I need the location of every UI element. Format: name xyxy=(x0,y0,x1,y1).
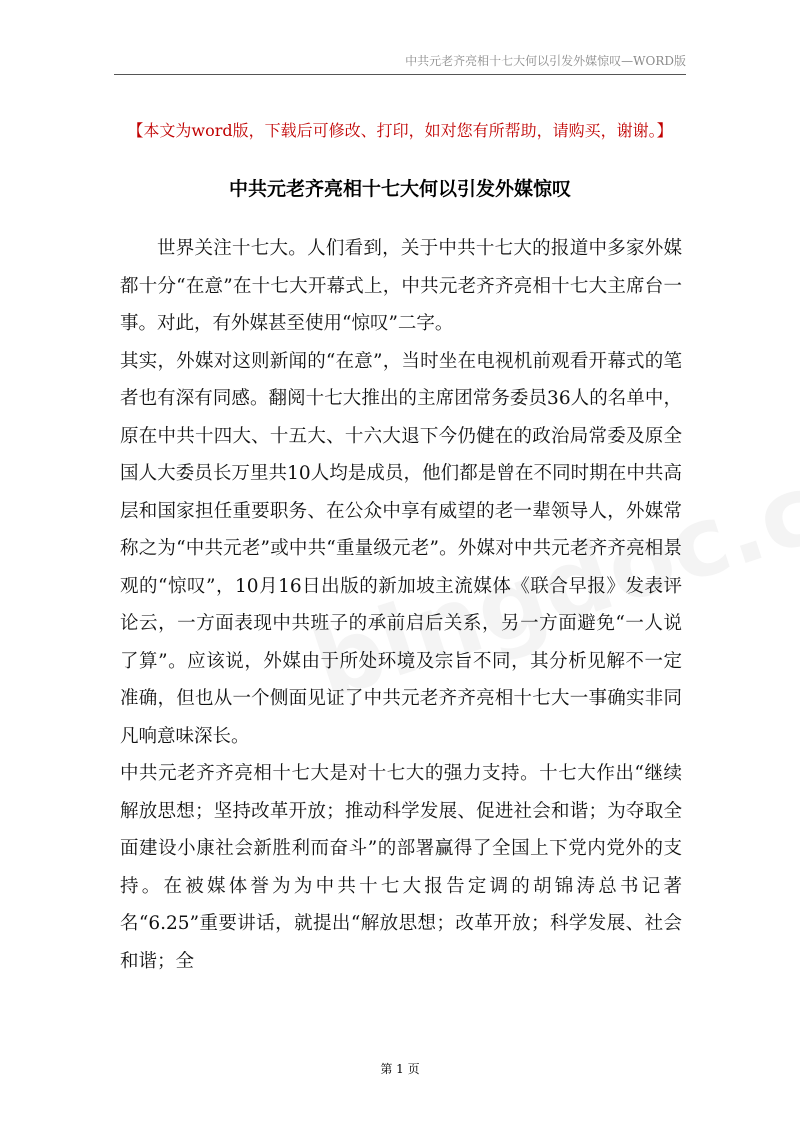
header-divider xyxy=(114,74,686,75)
running-header: 中共元老齐亮相十七大何以引发外媒惊叹—WORD版 xyxy=(405,54,686,68)
download-notice: 【本文为word版，下载后可修改、打印，如对您有所帮助，请购买，谢谢。】 xyxy=(127,121,673,140)
document-title: 中共元老齐亮相十七大何以引发外媒惊叹 xyxy=(228,178,571,200)
page-number: 第 1 页 xyxy=(380,1062,420,1076)
paragraph-2: 其实，外媒对这则新闻的“在意”，当时坐在电视机前观看开幕式的笔者也有深有同感。翻阅十七大推出的主席团常务委员36人的名单中，原在中共十四大、十五大、十六大退下今仍健在的政治局常委及原全国人大委员长万里共10人均是成员，他们都是曾在不同时期在中共高层和国家担任重要职务、在公众中享有威望的老一辈领导人，外媒常称之为“中共元老”或中共“重量级元老”。外媒对中共元老齐齐亮相景观的“惊叹”，10月16日出版的新加坡主流媒体《联合早报》发表评论云，一方面表现中共班子的承前启后关系，另一方面避免“一人说了算”。应该说，外媒由于所处环境及宗旨不同，其分析见解不一定准确，但也从一个侧面见证了中共元老齐齐亮相十七大一事确实非同凡响意味深长。 xyxy=(120,350,682,747)
paragraph-3: 中共元老齐齐亮相十七大是对十七大的强力支持。十七大作出“继续解放思想；坚持改革开放；推动科学发展、促进社会和谐；为夺取全面建设小康社会新胜利而奋斗”的部署赢得了全国上下党内党外的支持。在被媒体誉为为中共十七大报告定调的胡锦涛总书记著名“6.25”重要讲话，就提出“解放思想；改革开放；科学发展、社会和谐；全 xyxy=(120,763,682,972)
paragraph-1: 世界关注十七大。人们看到，关于中共十七大的报道中多家外媒都十分“在意”在十七大开幕式上，中共元老齐齐亮相十七大主席台一事。对此，有外媒甚至使用“惊叹”二字。 xyxy=(120,238,682,334)
document-body xyxy=(120,230,682,980)
